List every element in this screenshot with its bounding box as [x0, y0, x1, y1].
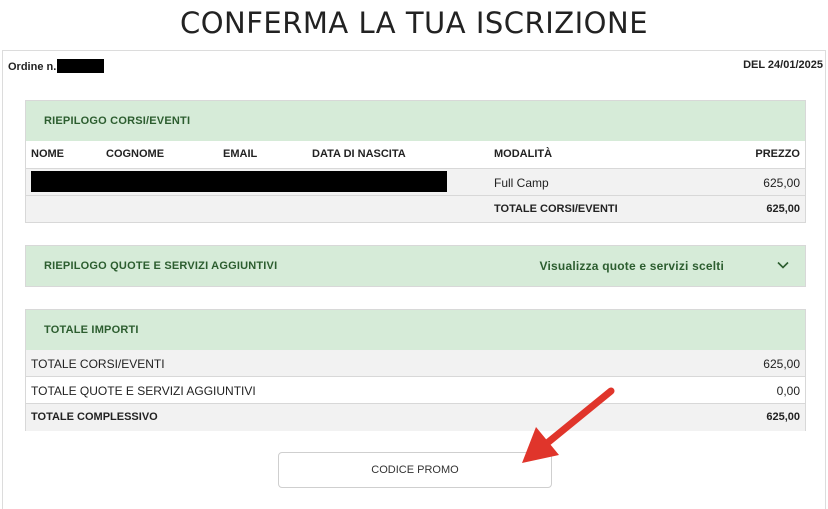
total-courses-label: TOTALE CORSI/EVENTI	[31, 357, 165, 371]
courses-summary-header: RIEPILOGO CORSI/EVENTI	[26, 101, 805, 141]
totals-header: TOTALE IMPORTI	[26, 310, 805, 350]
table-row	[26, 377, 805, 404]
total-courses-value: 625,00	[763, 357, 800, 371]
total-services-label: TOTALE QUOTE E SERVIZI AGGIUNTIVI	[31, 384, 256, 398]
services-summary-card[interactable]	[25, 245, 806, 287]
total-services-value: 0,00	[776, 384, 800, 398]
col-modalita: MODALITÀ	[494, 148, 553, 160]
redacted-personal-data	[31, 171, 447, 192]
courses-summary-card	[25, 100, 806, 223]
courses-table-header	[26, 141, 805, 169]
courses-total-row	[26, 196, 805, 222]
row-modalita: Full Camp	[494, 176, 549, 190]
courses-total-value: 625,00	[766, 203, 800, 215]
col-cognome: COGNOME	[106, 148, 165, 160]
services-summary-header[interactable]	[26, 246, 805, 286]
col-data-nascita: DATA DI NASCITA	[312, 148, 406, 160]
table-row	[26, 404, 805, 431]
services-summary-title: RIEPILOGO QUOTE E SERVIZI AGGIUNTIVI	[44, 260, 278, 272]
chevron-down-icon[interactable]	[775, 257, 791, 273]
col-prezzo: PREZZO	[755, 148, 800, 160]
show-services-link[interactable]: Visualizza quote e servizi scelti	[539, 259, 724, 273]
col-email: EMAIL	[223, 148, 258, 160]
order-number	[8, 59, 104, 73]
totals-card	[25, 309, 806, 431]
grand-total-label: TOTALE COMPLESSIVO	[31, 411, 158, 423]
order-date: DEL 24/01/2025	[743, 59, 823, 71]
table-row	[26, 169, 805, 196]
order-number-label: Ordine n.	[8, 61, 57, 73]
courses-total-label: TOTALE CORSI/EVENTI	[494, 203, 618, 215]
order-number-redacted	[57, 59, 104, 73]
promo-code-button[interactable]: CODICE PROMO	[278, 452, 552, 488]
grand-total-value: 625,00	[766, 411, 800, 423]
col-nome: NOME	[31, 148, 64, 160]
page-title: CONFERMA LA TUA ISCRIZIONE	[179, 6, 649, 40]
table-row	[26, 350, 805, 377]
row-prezzo: 625,00	[763, 176, 800, 190]
